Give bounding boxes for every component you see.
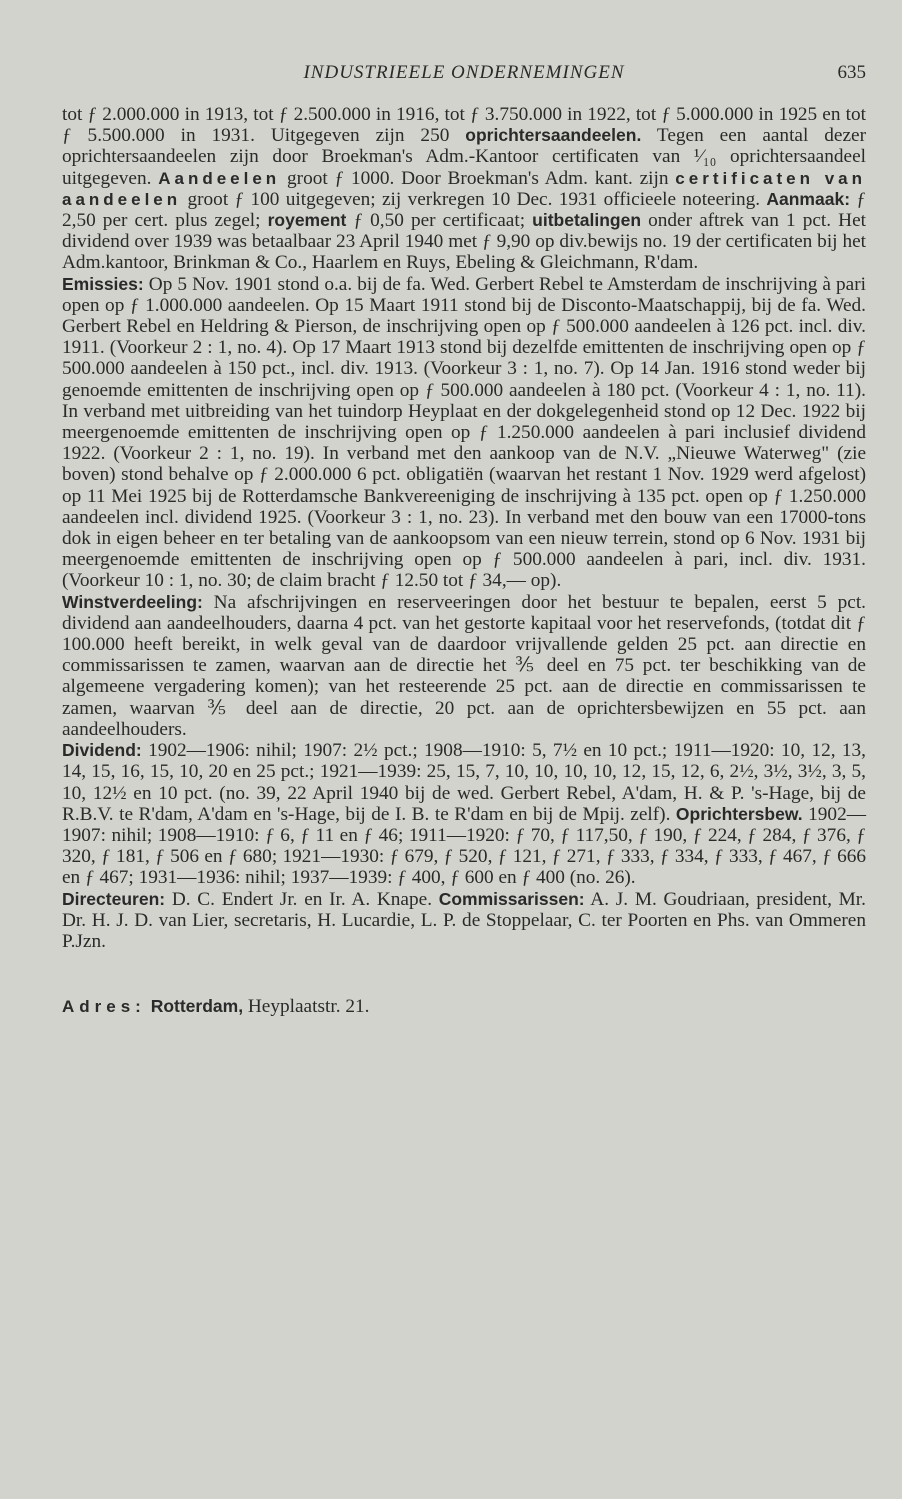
- address-city: Rotterdam,: [150, 996, 244, 1017]
- text-run: ƒ 2,50 per cert. plus zegel;: [62, 188, 866, 232]
- paragraph-dividend: [62, 740, 866, 888]
- text-run: 1902—1907: nihil; 1908—1910: ƒ 6, ƒ 11 en ƒ 46; 1911—1920: ƒ 70, ƒ 117,50, ƒ 190, ƒ 224, ƒ 284, ƒ 376, ƒ 320, ƒ 181, ƒ 506 en ƒ 680; 1921—1930: ƒ 679, ƒ 520, ƒ 121, ƒ 271, ƒ 333, ƒ 334, ƒ 333, ƒ 467, ƒ 666 en ƒ 467; 1931—1936: nihil; 1937—1939: ƒ 400, ƒ 600 en ƒ 400 (no. 26).: [62, 803, 866, 889]
- paragraph-emissies: [62, 274, 866, 592]
- body-text: [62, 104, 866, 952]
- text-run: Op 5 Nov. 1901 stond o.a. bij de fa. Wed. Gerbert Rebel te Amsterdam de inschrijving à pari open op ƒ 1.000.000 aandeelen. Op 15 Maart 1911 stond bij de Disconto-Maatschappij, bij de fa. Wed. Gerbert Rebel en Heldring & Pierson, de inschrijving open op ƒ 500.000 aandeelen à 126 pct. incl. div. 1911. (Voorkeur 2 : 1, no. 4). Op 17 Maart 1913 stond bij dezelfde emittenten de inschrijving open op ƒ 500.000 aandeelen à 150 pct., incl. div. 1913. (Voorkeur 3 : 1, no. 7). Op 14 Jan. 1916 stond weder bij genoemde emittenten de inschrijving open op ƒ 500.000 aandeelen à 180 pct. (Voorkeur 4 : 1, no. 11). In verband met uitbreiding van het tuindorp Heyplaat en der dokgelegenheid stond op 12 Dec. 1922 bij meergenoemde emittenten de inschrijving open op ƒ 1.250.000 aandeelen à pari inclusief dividend 1922. (Voorkeur 2 : 1, no. 19). In verband met den aankoop van de N.V. „Nieuwe Waterweg" (zie boven) stond behalve op ƒ 2.000.000 6 pct. obligatiën (waarvan het restant 1 Nov. 1929 werd afgelost) op 11 Mei 1925 bij de Rotterdamsche Bankvereeniging de inschrijving à 135 pct. open op ƒ 1.250.000 aandeelen incl. dividend 1925. (Voorkeur 3 : 1, no. 23). In verband met den bouw van een 17000-tons dok in eigen beheer en ter betaling van de aankoopsom van een nieuw terrein, stond op 6 Nov. 1931 bij meergenoemde emittenten de inschrijving open op ƒ 500.000 aandeelen à pari, incl. div. 1931. (Voorkeur 10 : 1, no. 30; de claim bracht ƒ 12.50 tot ƒ 34,— op).: [62, 273, 866, 592]
- running-header: [62, 62, 866, 88]
- label-aandeelen: Aandeelen: [158, 168, 281, 188]
- label-aanmaak: Aanmaak:: [766, 188, 851, 209]
- text-run: Tegen een aantal dezer oprichtersaandeelen zijn door Broekman's Adm.-Kantoor certificaten van ¹⁄₁₀ oprichtersaandeel uitgegeven.: [62, 125, 866, 189]
- text-run: groot ƒ 1000. Door Broekman's Adm. kant. zijn: [280, 167, 676, 189]
- paragraph-shares: [62, 104, 866, 274]
- running-title: INDUSTRIEELE ONDERNEMINGEN: [303, 62, 625, 83]
- text-run: A. J. M. Goudriaan, president, Mr. Dr. H. J. D. van Lier, secretaris, H. Lucardie, L. P. de Stoppelaar, C. ter Poorten en Phs. van Ommeren P.Jzn.: [62, 888, 866, 952]
- label-oprichtersbew: Oprichtersbew.: [675, 803, 803, 824]
- text-run: ƒ 0,50 per certificaat;: [346, 210, 533, 232]
- paragraph-directeuren: [62, 889, 866, 953]
- label-uitbetalingen: uitbetalingen: [532, 210, 642, 231]
- address-line: [62, 996, 866, 1018]
- text-run: D. C. Endert Jr. en Ir. A. Knape.: [165, 888, 439, 910]
- address-street: Heyplaatstr. 21.: [243, 996, 370, 1018]
- label-royement: royement: [267, 210, 347, 231]
- text-run: 1902—1906: nihil; 1907: 2½ pct.; 1908—1910: 5, 7½ en 10 pct.; 1911—1920: 10, 12, 13, 14, 15, 16, 15, 10, 20 en 25 pct.; 1921—1939: 25, 15, 7, 10, 10, 10, 10, 12, 15, 12, 6, 2½, 3½, 3½, 3, 5, 10, 12½ en 10 pct. (no. 39, 22 April 1940 bij de wed. Gerbert Rebel, A'dam, H. & P. 's-Hage, bij de R.B.V. te R'dam, A'dam en 's-Hage, bij de I. B. te R'dam en bij de Mpij. zelf).: [62, 740, 866, 825]
- page-number: 635: [837, 62, 866, 83]
- label-winstverdeeling: Winstverdeeling:: [62, 591, 203, 612]
- label-dividend: Dividend:: [62, 740, 142, 761]
- label-commissarissen: Commissarissen:: [438, 888, 585, 909]
- label-directeuren: Directeuren:: [62, 888, 166, 909]
- label-certificaten: certificaten van aandeelen: [62, 168, 866, 209]
- paragraph-winstverdeeling: [62, 592, 866, 740]
- label-emissies: Emissies:: [62, 273, 144, 294]
- text-run: groot ƒ 100 uitgegeven; zij verkregen 10 Dec. 1931 officieele noteering.: [181, 188, 767, 210]
- text-run: Na afschrijvingen en reserveeringen door het bestuur te bepalen, eerst 5 pct. dividend aan aandeelhouders, daarna 4 pct. van het gestorte kapitaal voor het reservefonds, (totdat dit ƒ 100.000 heeft bereikt, in welk geval van de daardoor vrijvallende gelden 25 pct. aan directie en commissarissen te zamen, waarvan aan de directie het ⅗ deel en 75 pct. ter beschikking van de algemeene vergadering komen); van het resteerende 25 pct. aan de directie en commissarissen te zamen, waarvan ⅗ deel aan de directie, 20 pct. aan de oprichtersbewijzen en 55 pct. aan aandeelhouders.: [62, 591, 866, 740]
- label-adres: Adres:: [62, 997, 146, 1017]
- text-run: onder aftrek van 1 pct. Het dividend over 1939 was betaalbaar 23 April 1940 met ƒ 9,90 op div.bewijs no. 19 der certificaten bij het Adm.kantoor, Brinkman & Co., Haarlem en Ruys, Ebeling & Gleichmann, R'dam.: [62, 210, 866, 274]
- label-oprichtersaandeelen: oprichtersaandeelen.: [465, 125, 642, 146]
- text-run: tot ƒ 2.000.000 in 1913, tot ƒ 2.500.000 in 1916, tot ƒ 3.750.000 in 1922, tot ƒ 5.000.000 in 1925 en tot ƒ 5.500.000 in 1931. Uitgegeven zijn 250: [62, 104, 866, 147]
